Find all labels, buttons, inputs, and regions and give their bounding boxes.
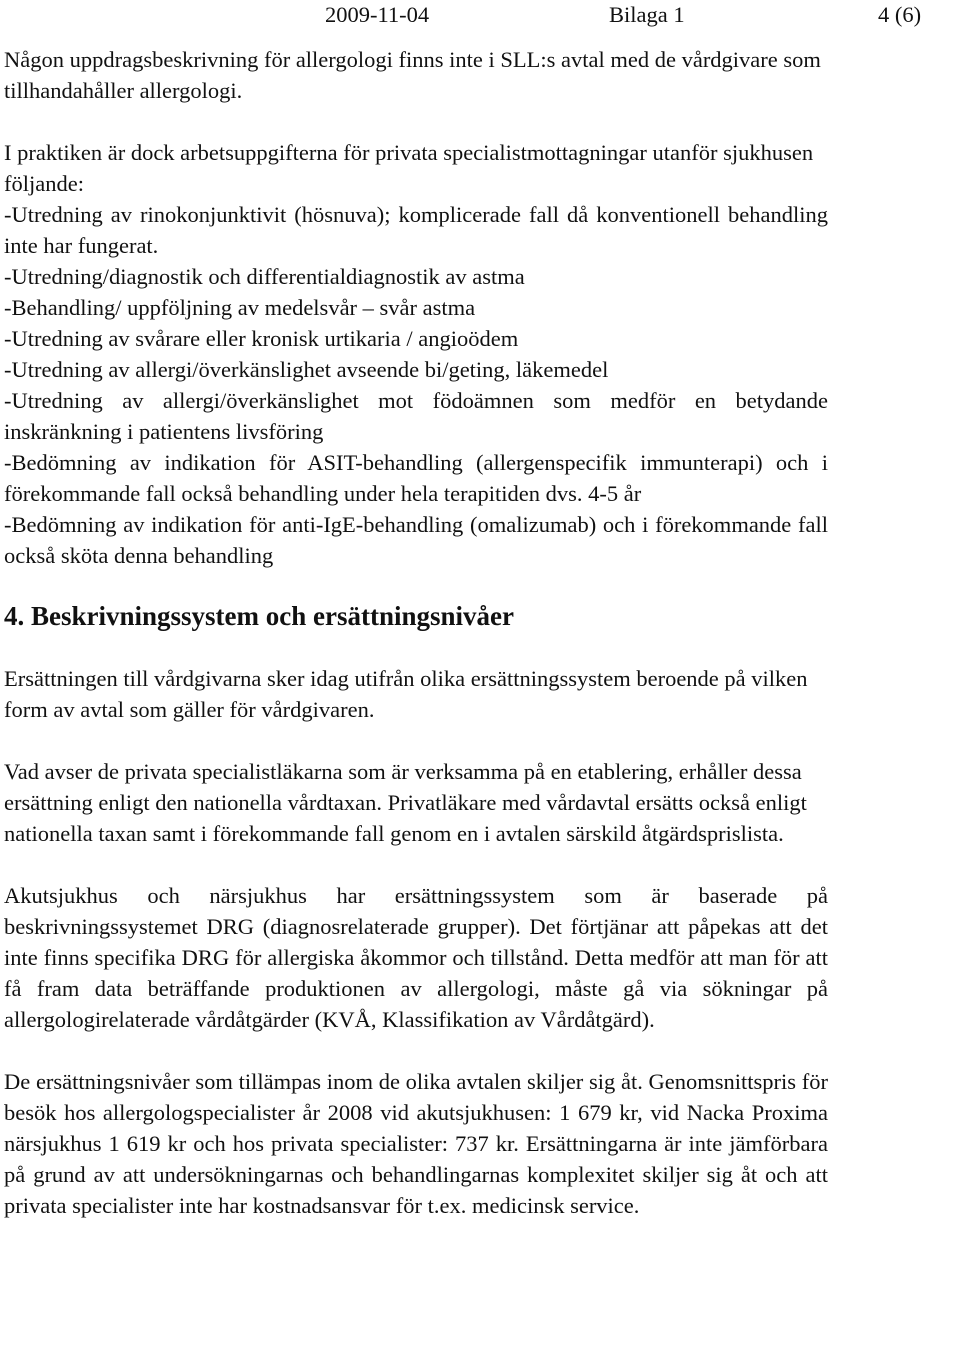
header-page-number: 4 (6) (878, 2, 922, 27)
header-appendix: Bilaga 1 (609, 2, 685, 27)
tasks-intro: I praktiken är dock arbetsuppgifterna för privata specialistmottagningar utanför sjukhusen följande: (4, 140, 814, 196)
list-item: -Utredning/diagnostik och differentialdiagnostik av astma (4, 264, 525, 289)
list-item: -Behandling/ uppföljning av medelsvår – svår astma (4, 295, 476, 320)
list-item: -Utredning av allergi/överkänslighet avseende bi/geting, läkemedel (4, 357, 609, 382)
task-list (4, 199, 828, 571)
list-item: -Bedömning av indikation för anti-IgE-behandling (omalizumab) och i förekommande fall också sköta denna behandling (4, 512, 828, 568)
section-heading: 4. Beskrivningssystem och ersättningsnivåer (4, 601, 515, 631)
intro-paragraph: Någon uppdragsbeskrivning för allergologi finns inte i SLL:s avtal med de vårdgivare som tillhandahåller allergologi. (4, 47, 821, 103)
document-page (4, 0, 828, 1221)
header-date: 2009-11-04 (325, 2, 430, 27)
list-item: -Bedömning av indikation för ASIT-behandling (allergenspecifik immunterapi) och i förekommande fall också behandling under hela terapitiden dvs. 4-5 år (4, 450, 828, 506)
body-paragraph: De ersättningsnivåer som tillämpas inom de olika avtalen skiljer sig åt. Genomsnittspris för besök hos allergologspecialister år 2008 vid akutsjukhusen: 1 679 kr, vid Nacka Proxima närsjukhus 1 619 kr och hos privata specialister: 737 kr. Ersättningarna är inte jämförbara på grund av att undersökningarnas och behandlingarnas komplexitet skiljer sig åt och att privata specialister inte har kostnadsansvar för t.ex. medicinsk service. (4, 1069, 828, 1218)
body-paragraph: Akutsjukhus och närsjukhus har ersättningssystem som är baserade på beskrivningssystemet DRG (diagnosrelaterade grupper). Det förtjänar att påpekas att det inte finns specifika DRG för allergiska åkommor och tillstånd. Detta medför att man för att få fram data beträffande produktionen av allergologi, måste gå via sökningar på allergologirelaterade vårdåtgärder (KVÅ, Klassifikation av Vårdåtgärd). (4, 883, 828, 1032)
list-item: -Utredning av svårare eller kronisk urtikaria / angioödem (4, 326, 519, 351)
body-paragraph: Ersättningen till vårdgivarna sker idag utifrån olika ersättningssystem beroende på vilken form av avtal som gäller för vårdgivaren. (4, 666, 808, 722)
page-header (4, 0, 828, 30)
list-item: -Utredning av allergi/överkänslighet mot födoämnen som medför en betydande inskränkning i patientens livsföring (4, 388, 828, 444)
list-item: -Utredning av rinokonjunktivit (hösnuva); komplicerade fall då konventionell behandling inte har fungerat. (4, 202, 828, 258)
body-paragraph: Vad avser de privata specialistläkarna som är verksamma på en etablering, erhåller dessa ersättning enligt den nationella vårdtaxan. Privatläkare med vårdavtal ersätts också enligt nationella taxan samt i förekommande fall genom en i avtalen särskild åtgärdsprislista. (4, 759, 807, 846)
